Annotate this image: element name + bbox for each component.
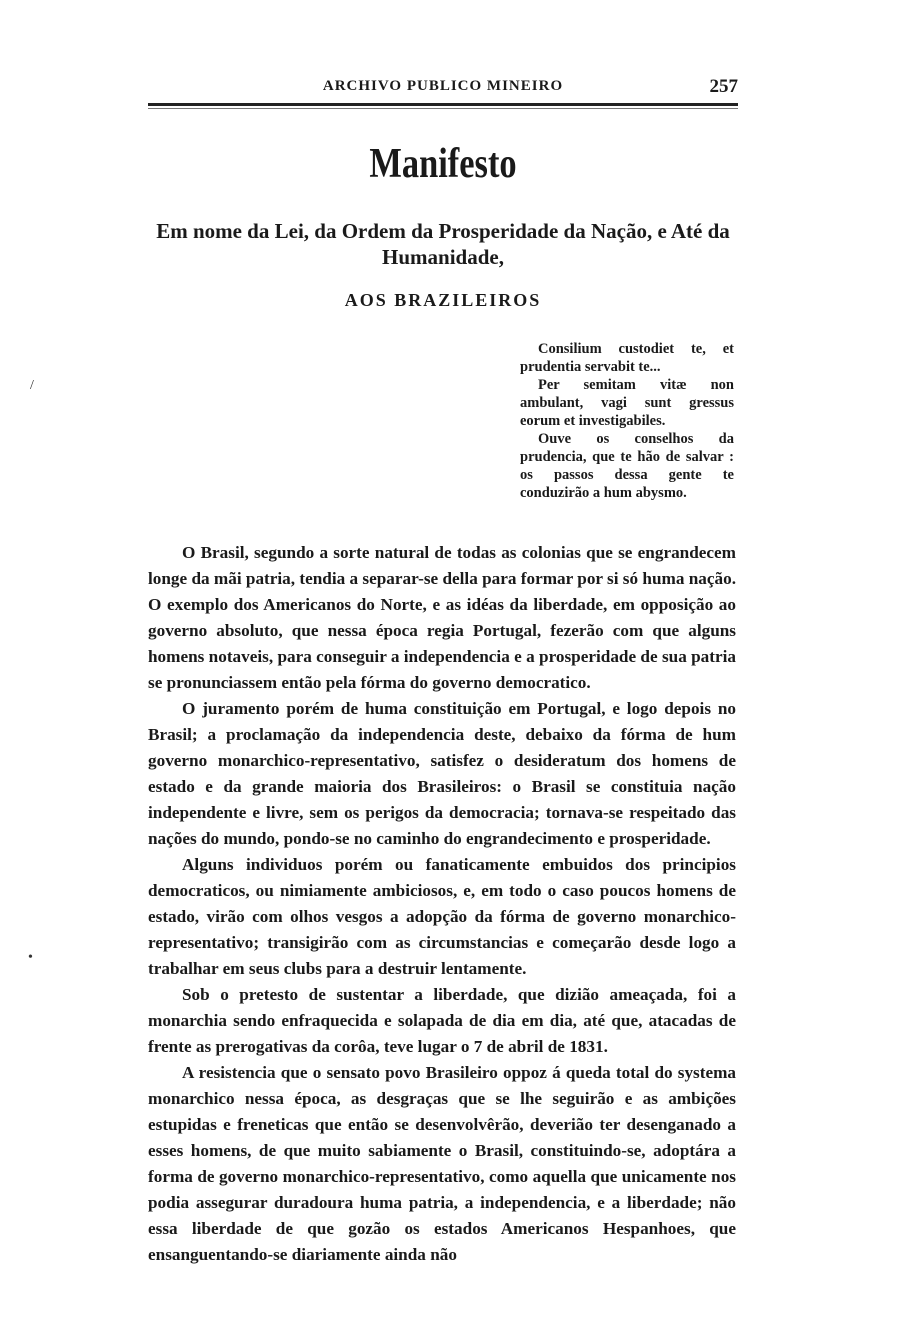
epigraph: [520, 340, 734, 502]
epigraph-line-3: Ouve os conselhos da prudencia, que te hão de salvar : os passos dessa gente te conduzirão a hum abysmo.: [520, 431, 734, 501]
page-number: 257: [709, 76, 738, 97]
address-line: AOS BRAZILEIROS: [344, 290, 542, 310]
epigraph-line-1: Consilium custodiet te, et prudentia servabit te...: [520, 341, 734, 375]
paragraph-4: Sob o pretesto de sustentar a liberdade, que dizião ameaçada, foi a monarchia sendo enfraquecida e solapada de dia em dia, até que, atacadas de frente as prerogativas da corôa, teve lugar o 7 de abril de 1831.: [148, 985, 736, 1056]
body-text: [148, 540, 736, 1268]
stray-mark-1: /: [30, 378, 34, 393]
document-subtitle: Em nome da Lei, da Ordem da Prosperidade da Nação, e Até da Humanidade,: [156, 219, 730, 269]
stray-mark-2: •: [28, 950, 33, 965]
paragraph-3: Alguns individuos porém ou fanaticamente embuidos dos principios democraticos, ou nimiamente ambiciosos, e, em todo o caso poucos homens de estado, virão com olhos vesgos a adopção da fórma de governo monarchico-representativo; transigirão com as circumstancias e começarão desde logo a trabalhar em seus clubs para a destruir lentamente.: [148, 855, 736, 978]
paragraph-2: O juramento porém de huma constituição em Portugal, e logo depois no Brasil; a proclamação da independencia deste, debaixo da fórma de hum governo monarchico-representativo, satisfez o desideratum dos homens de estado e da grande maioria dos Brasileiros: o Brasil se constituia nação independente e livre, sem os perigos da democracia; tornava-se respeitado das nações do mundo, pondo-se no caminho do engrandecimento e prosperidade.: [148, 699, 736, 848]
header-rule-thin: [148, 108, 738, 109]
header-rule: [148, 103, 738, 106]
document-title: Manifesto: [369, 141, 517, 187]
running-title: ARCHIVO PUBLICO MINEIRO: [322, 78, 564, 94]
paragraph-5: A resistencia que o sensato povo Brasileiro oppoz á queda total do systema monarchico nessa época, as desgraças que se lhe seguirão e as ambições estupidas e freneticas que então se desenvolvêrão, deverião ter desenganado a esses homens, de que muito sabiamente o Brasil, constituindo-se, adoptára a forma de governo monarchico-representativo, como aquella que unicamente nos podia assegurar duradoura huma patria, a independencia, e a liberdade; não essa liberdade de que gozão os estados Americanos Hespanhoes, que ensanguentando-se diariamente ainda não: [148, 1063, 736, 1264]
paragraph-1: O Brasil, segundo a sorte natural de todas as colonias que se engrandecem longe da mãi patria, tendia a separar-se della para formar por si só huma nação. O exemplo dos Americanos do Norte, e as idéas da liberdade, em opposição ao governo absoluto, que nessa época regia Portugal, fezerão com que alguns homens notaveis, para conseguir a independencia e a prosperidade de sua patria se pronunciassem então pela fórma do governo democratico.: [148, 543, 736, 692]
running-head: [148, 78, 738, 102]
epigraph-line-2: Per semitam vitæ non ambulant, vagi sunt gressus eorum et investigabiles.: [520, 377, 734, 429]
